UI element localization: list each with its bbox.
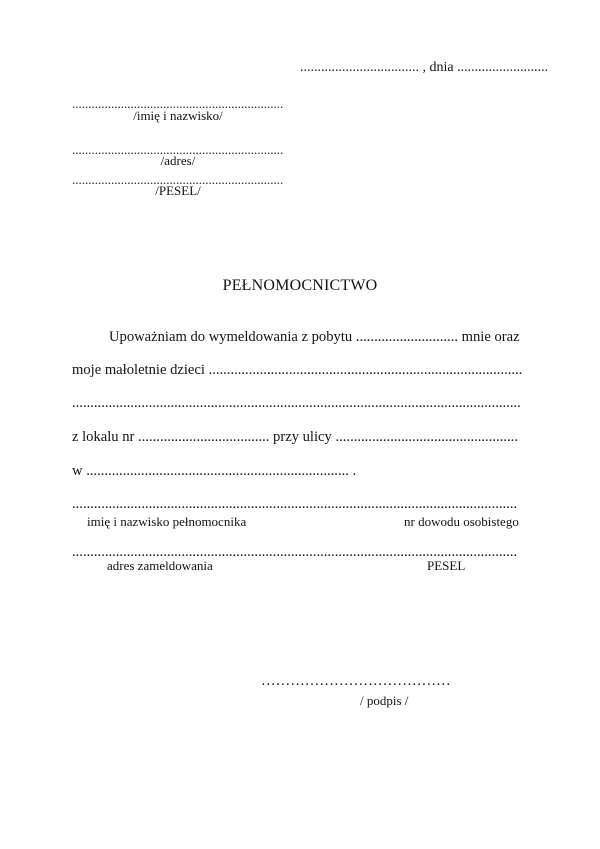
sender-address-label: /adres/: [160, 153, 196, 168]
date-label: , dnia: [419, 60, 458, 75]
body-line-2: [72, 363, 522, 378]
body-line-1: [72, 330, 520, 345]
attorney-pesel-label: PESEL: [427, 558, 466, 573]
sender-name-blank: .................................................................: [72, 96, 284, 111]
sender-pesel-blank: .................................................................: [72, 172, 284, 187]
body-line-2-text: moje małoletnie dzieci: [72, 362, 209, 378]
body-line-4-text-a: z lokalu nr: [72, 429, 139, 445]
date-blank: ..........................: [457, 60, 549, 75]
flat-number-blank: ....................................: [138, 429, 270, 445]
street-blank: ..................................................: [335, 429, 518, 445]
signature-blank: …………………………………: [261, 673, 451, 689]
body-line-4: [72, 430, 518, 445]
city-blank: ........................................................................: [86, 463, 349, 479]
body-line-1-text: Upoważniam do wymeldowania z pobytu: [109, 329, 356, 345]
body-line-2-blank: ......................................................................................: [208, 362, 523, 378]
body-line-5-suffix: .: [348, 463, 357, 479]
body-line-1-suffix: mnie oraz: [457, 329, 520, 345]
signature-label: / podpis /: [360, 693, 409, 708]
sender-name-label: /imię i nazwisko/: [133, 108, 223, 123]
attorney-id-label: nr dowodu osobistego: [404, 514, 519, 529]
sender-pesel-label: /PESEL/: [155, 183, 201, 198]
date-place-blank: ..................................: [300, 60, 419, 75]
attorney-name-id-blank: ..........................................................................................................................: [72, 496, 518, 512]
date-line: [300, 61, 548, 75]
attorney-name-label: imię i nazwisko pełnomocnika: [87, 514, 247, 529]
attorney-address-pesel-blank: ..........................................................................................................................: [72, 544, 518, 560]
body-line-1-blank: ............................: [355, 329, 458, 345]
attorney-address-label: adres zameldowania: [107, 558, 213, 573]
body-line-3-blank: ...........................................................................................................................: [72, 395, 521, 411]
sender-address-blank: .................................................................: [72, 142, 284, 157]
body-line-5: [72, 464, 356, 479]
body-line-5-text: w: [72, 463, 87, 479]
document-title: PEŁNOMOCNICTWO: [222, 277, 378, 294]
body-line-4-text-b: przy ulicy: [269, 429, 336, 445]
